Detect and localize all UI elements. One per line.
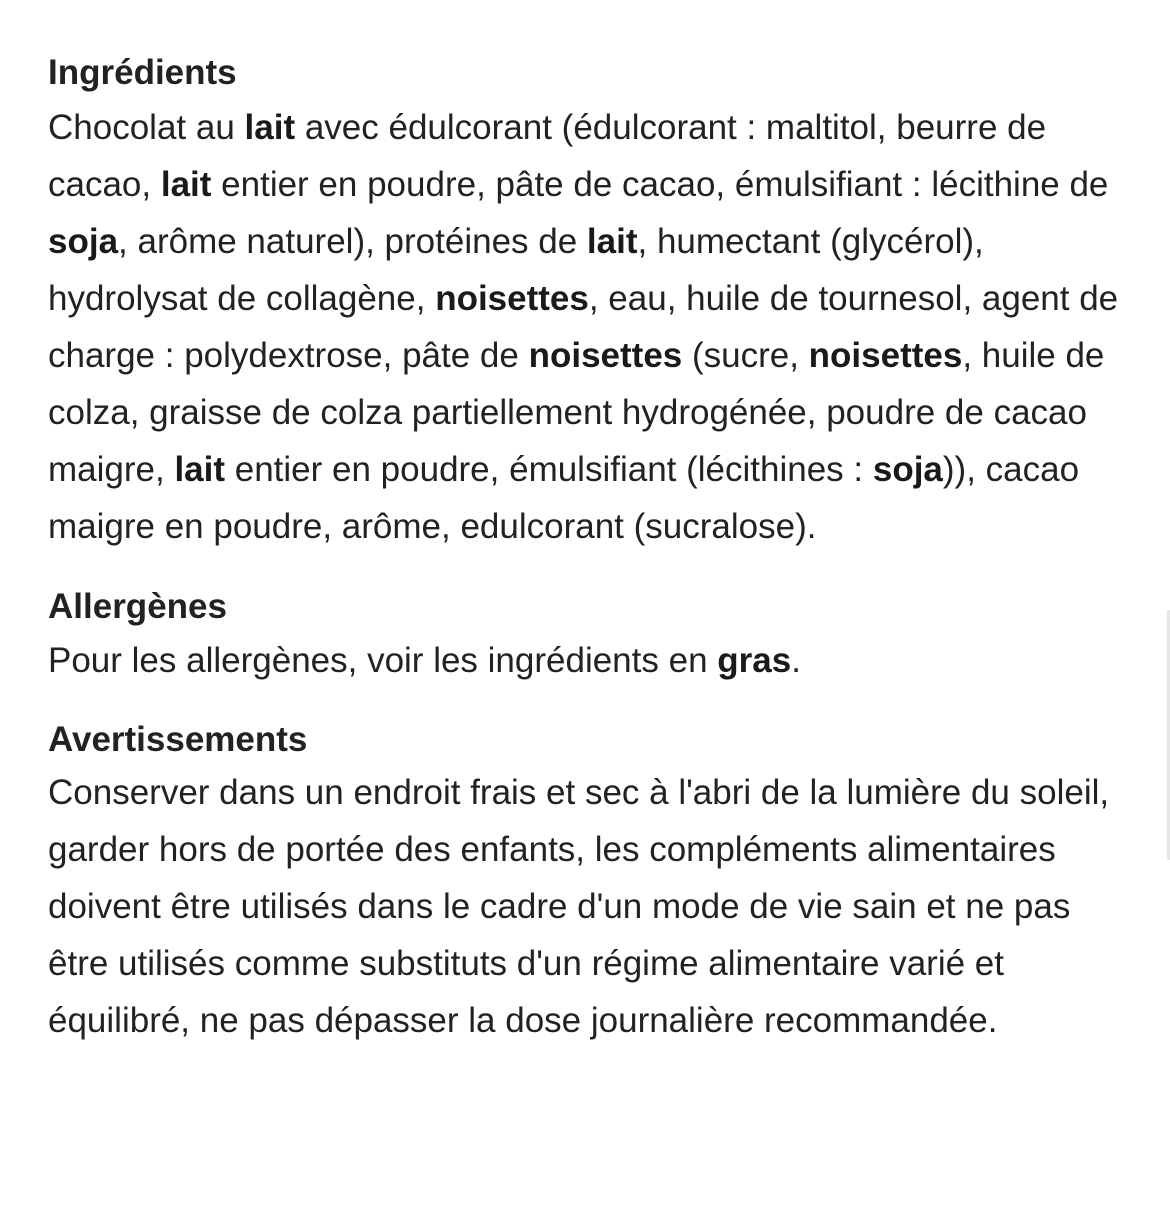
text-run: (sucre, — [682, 336, 809, 375]
allergen-highlight: gras — [717, 641, 792, 680]
allergens-text — [48, 632, 1138, 689]
text-run: , arôme naturel), protéines de — [118, 222, 587, 261]
text-run: , eau, huile de tournesol, agent de charge : polydextrose, pâte de — [48, 279, 1119, 375]
text-run: . — [791, 641, 801, 680]
allergens-section — [48, 584, 1138, 689]
allergen-highlight: noisettes — [528, 336, 683, 375]
allergen-highlight: lait — [586, 222, 638, 261]
allergen-highlight: noisettes — [808, 336, 963, 375]
text-run: )), cacao maigre en poudre, arôme, edulcorant (sucralose). — [48, 450, 1080, 546]
allergen-highlight: soja — [872, 450, 943, 489]
text-run: Pour les allergènes, voir les ingrédients en — [48, 641, 718, 680]
ingredients-text — [48, 99, 1138, 555]
allergen-highlight: lait — [174, 450, 226, 489]
text-run: Conserver dans un endroit frais et sec à l'abri de la lumière du soleil, garder hors de portée des enfants, les compléments alimentaires doivent être utilisés dans le cadre d'un mode de vie sain et ne pas être utilisés comme substituts d'un régime alimentaire varié et équilibré, ne pas dépasser la dose journalière recommandée. — [48, 773, 1110, 1040]
text-run: entier en poudre, pâte de cacao, émulsifiant : lécithine de — [211, 165, 1109, 204]
warnings-section — [48, 717, 1138, 1049]
product-info — [48, 50, 1138, 1049]
allergen-highlight: noisettes — [435, 279, 589, 318]
text-run: avec édulcorant (édulcorant : maltitol, beurre de cacao, — [48, 108, 1047, 204]
text-run: Chocolat au — [48, 108, 245, 147]
text-run: , humectant (glycérol), hydrolysat de collagène, — [48, 222, 984, 318]
text-run: entier en poudre, émulsifiant (lécithines : — [225, 450, 873, 489]
warnings-title: Avertissements — [48, 720, 308, 759]
allergen-highlight: soja — [48, 222, 119, 261]
text-run: , huile de colza, graisse de colza partiellement hydrogénée, poudre de cacao maigre, — [48, 336, 1105, 489]
allergen-highlight: lait — [160, 165, 212, 204]
ingredients-title: Ingrédients — [48, 53, 237, 92]
allergen-highlight: lait — [244, 108, 296, 147]
ingredients-section — [48, 50, 1138, 555]
allergens-title: Allergènes — [48, 587, 227, 626]
warnings-text — [48, 764, 1138, 1049]
